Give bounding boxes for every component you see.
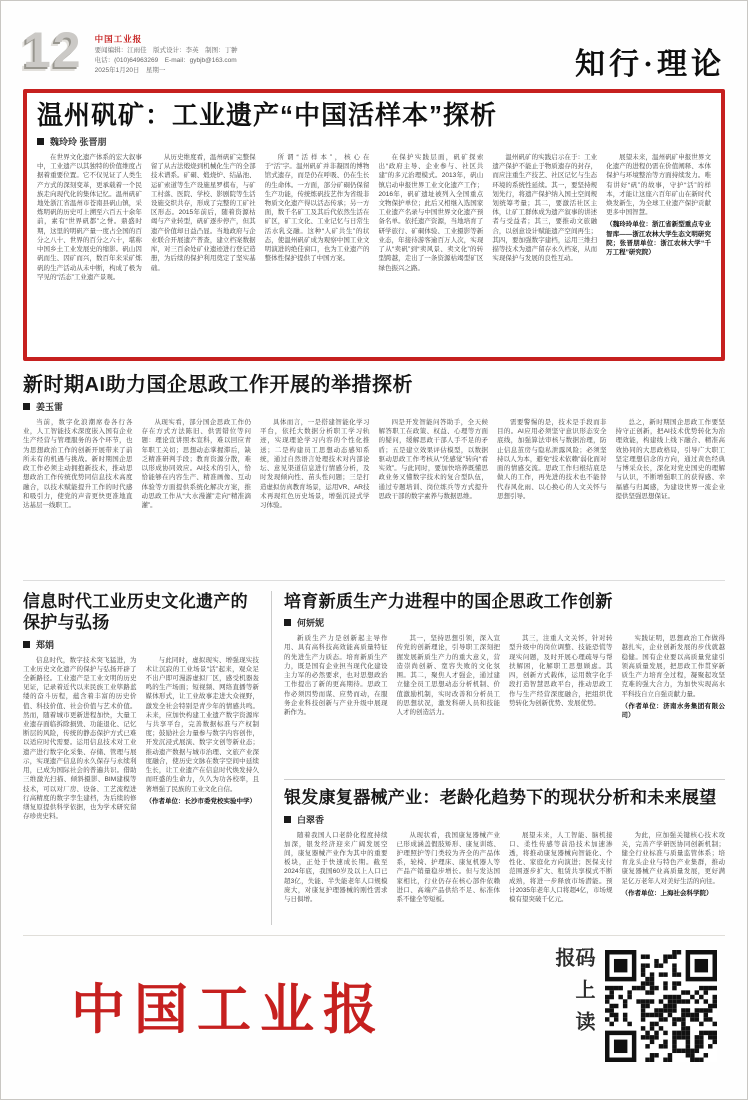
article-body: [284, 831, 725, 925]
article-body: [23, 418, 725, 568]
masthead-editors: 要闻编辑：江雨佳 版式设计：李英 制图：丁翀: [94, 47, 238, 55]
article-wenzhou-alum-mine: [23, 89, 725, 361]
text-column: 信息时代，数字技术突飞猛进，为工业历史文化遗产的保护与弘扬开辟了全新路径。工业遗产是工业文明的历史见证，记录着近代以来民族工业筚路蓝缕的奋斗历程，蕴含着丰富的历史价值、科技价值、社会价值与艺术价值。然而，随着城市更新进程加快，大量工业遗存面临拆除损毁、功能退化、记忆断层的风险，传统的静态保护方式已难以适应时代需要。运用信息技术对工业遗产进行数字化采集、存储、管理与展示，实现遗产信息的永久保存与永续利用，已成为国际社会的普遍共识。借助三维激光扫描、倾斜摄影、BIM建模等技术，可以对厂房、设备、工艺流程进行高精度的数字孪生建档，为后续的修缮复原提供科学依据，也为学术研究留存珍贵史料。: [23, 656, 137, 821]
article-body: [284, 634, 725, 770]
paper-name: 中国工业报: [94, 34, 143, 44]
byline: [23, 400, 725, 413]
article-title: 温州矾矿：工业遗产“中国活样本”探析: [37, 100, 498, 130]
author-affiliation: （作者单位：长沙市委党校实验中学）: [145, 797, 256, 805]
text-column: 从现实看，部分国企思政工作仍存在方式方法陈旧、供需错位等问题：理论宣讲照本宣科，难以回应青年职工关切；思想动态掌握滞后，缺乏精准研判手段；教育资源分散，难以形成协同效应。AI技术的引入，恰恰能够在内容生产、精准画像、互动体验等方面提供系统化解决方案，推动思政工作从“大水漫灌”走向“精准滴灌”。: [141, 419, 251, 509]
article-ai-sizheng: [23, 373, 725, 568]
text-column: 展望未来，人工智能、脑机接口、柔性传感等前沿技术加速渗透，将推动康复器械向智能化、个性化、家庭化方向演进；医保支付范围逐步扩大、租赁共享模式不断成熟，将进一步释放市场潜能。预计2035年老年人口将超4亿，市场规模有望突破千亿元。: [509, 831, 613, 904]
byline-authors: 魏玲玲 张晋朋: [50, 136, 107, 147]
article-industrial-heritage-info-age: [23, 591, 272, 925]
byline: [284, 813, 725, 826]
byline-authors: 姜玉雷: [36, 402, 64, 412]
article-body: [37, 153, 711, 351]
text-column: 具体而言，一是搭建智能化学习平台，依托大数据分析职工学习轨迹，实现理论学习内容的个性化推送；二是构建员工思想动态感知系统，通过自然语言处理技术对内部论坛、意见渠道信息进行情感分析，及时发现倾向性、苗头性问题；三是打造虚拟仿真教育场景，运用VR、AR技术再现红色历史场景，增强沉浸式学习体验。: [260, 419, 370, 509]
text-column: 当前，数字化浪潮席卷各行各业，人工智能技术深度嵌入国有企业生产经营与管理服务的各个环节，也为思想政治工作的创新开展带来了前所未有的机遇与挑战。新时期国企思政工作必须主动拥抱新技术，推动思想政治工作传统优势同信息技术高度融合，以技术赋能提升工作的时代感和吸引力，使党的声音更快更准地直达基层一线职工。: [23, 419, 133, 509]
page-footer: [23, 935, 725, 1076]
byline: [284, 616, 725, 629]
text-column: 从历史维度看，温州矾矿完整保留了从古法煅烧到机械化生产的全部技术谱系。矿硐、煅烧炉、结晶池、运矿索道等生产设施星罗棋布，与矿工村落、医院、学校、影剧院等生活设施交织共存，形成了完整的工矿社区形态。2015年前后，随着资源枯竭与产业转型，矾矿逐步停产，但其遗产价值却日益凸显。当地政府与企业联合开展遗产普查，建立档案数据库，对三百余处矿业遗迹进行登记造册，为后续的保护利用奠定了坚实基础。: [150, 153, 256, 272]
text-column: 总之，新时期国企思政工作要坚持守正创新，把AI技术优势转化为治理效能，构建线上线下融合、精准高效协同的大思政格局，引导广大职工坚定理想信念的方向，通过黄色经典与博采众长，深化对党史国史的理解与认识，不断增强职工的获得感、幸福感与归属感，为建设世界一流企业提供坚强思想保证。: [615, 419, 725, 500]
text-column: 温州矾矿的实践启示在于：工业遗产保护不能止于物质遗存的封存，而应注重生产技艺、社区记忆与生态环境的系统性延续。其一，要坚持规划先行，将遗产保护纳入国土空间规划统筹考量；其二，要激活社区主体，让矿工群体成为遗产叙事的讲述者与受益者；其三，要推动文旅融合，以创意设计赋能遗产空间再生；其四，要加强数字建档，运用三维扫描等技术为遗产留存永久档案，从而实现保护与发展的良性互动。: [492, 153, 598, 263]
text-column: 在保护实践层面，矾矿探索出“政府主导、企业参与、社区共建”的多元治理模式。2013年，矾山镇启动申报世界工业文化遗产工作；2016年，矾矿遗址被列入全国重点文物保护单位；此后又相继入选国家工业遗产名录与中国世界文化遗产预备名单。依托遗产资源，当地培育了研学旅行、矿硐体验、工业摄影等新业态，年接待游客逾百万人次，实现了从“卖矾”到“卖风景、卖文化”的转型跨越，走出了一条资源枯竭型矿区绿色振兴之路。: [378, 153, 484, 272]
byline: [37, 135, 711, 148]
text-column: 四是开发智能问答助手，全天候解答职工在政策、权益、心理等方面的疑问，缓解思政干部人手不足的矛盾；五是建立效果评估模型，以数据驱动思政工作考核从“凭感觉”转向“看实效”。与此同时，要加快培养既懂思政业务又懂数字技术的复合型队伍，通过专题培训、岗位练兵等方式提升思政干部的数字素养与数据思维。: [378, 419, 488, 500]
qr-code-icon: [605, 950, 717, 1062]
text-column: 在世界文化遗产体系的宏大叙事中，工业遗产以其独特的价值维度占据着重要位置。它不仅见证了人类生产方式的深刻变革，更承载着一个民族走向现代化的集体记忆。温州矾矿地处浙江省温州市苍南县矾山镇，采炼明矾的历史可上溯至六百五十余年前，素有“世界矾都”之誉。鼎盛时期，这里的明矾产量一度占全国的百分之八十、世界的百分之六十，堪称中国乡土工业发展史的缩影。矾山因矾而生、因矿而兴，数百年来采矿炼矾的生产活动从未中断，构成了极为罕见的“活态”工业遗产景观。: [37, 153, 142, 281]
article-title: 新时期AI助力国企思政工作开展的举措探析: [23, 374, 413, 396]
text-column: 其一，坚持思想引领，深入宣传党的创新理论，引导职工深刻把握发展新质生产力的重大意义，营造崇尚创新、宽容失败的文化氛围。其二，聚焦人才强企，通过建立健全员工思想动态分析机制、价值激励机制，实时改善和分析员工的思想状况，激发科研人员和技能人才的创造活力。: [396, 635, 500, 716]
right-article-stack: [272, 591, 725, 925]
page-header: [23, 1, 725, 85]
byline-authors: 何妍妮: [297, 618, 325, 629]
byline: [23, 638, 259, 651]
lower-section: [23, 580, 725, 925]
text-column: 实践证明，思想政治工作做得越扎实，企业创新发展的步伐就越稳健。国有企业要以高质量党建引领高质量发展，把思政工作贯穿新质生产力培育全过程，凝聚起攻坚克难的强大合力，为加快实现高水平科技自立自强贡献力量。 （作者单位：济南水务集团有限公司）: [621, 635, 725, 719]
byline-authors: 郑娟: [36, 639, 55, 650]
text-column: 为此，应加强关键核心技术攻关，完善产学研医协同创新机制；健全行业标准与质量监管体系；培育龙头企业与特色产业集群，推动康复器械产业高质量发展，更好满足亿万老年人对美好生活的向往。 （作者单位：上海社会科学院）: [621, 831, 725, 897]
article-title: 银发康复器械产业：老龄化趋势下的现状分析和未来展望: [284, 788, 717, 808]
masthead-contact: 电话：(010)64963269 E-mail：gybjb@163.com: [94, 57, 237, 65]
text-column: 其三，注重人文关怀，针对转型升级中的岗位调整、技能恐慌等现实问题，及时开展心理疏导与帮扶解困，化解职工思想顾虑。其四，创新方式载体，运用数字化手段打造智慧思政平台，推动思政工作与生产经营深度融合，把组织优势转化为创新优势、发展优势。: [509, 635, 613, 707]
article-rehab-devices-industry: [284, 779, 725, 924]
text-column: 从现状看，我国康复器械产业已形成涵盖假肢矫形、康复训练、护理照护等门类较为齐全的产品体系，轮椅、护理床、康复机器人等产品产销量稳步增长。但与发达国家相比，行业仍存在核心部件依赖进口、高端产品供给不足、标准体系不健全等短板。: [396, 831, 500, 904]
masthead-date: 2025年1月20日 星期一: [94, 67, 166, 75]
text-column: 需要警惕的是，技术是手段而非目的。AI应用必须坚守意识形态安全底线，加强算法审核与数据治理，防止信息茧房与隐私泄露风险；必须坚持以人为本，避免“技术依赖”弱化面对面的情感交流。思政工作归根结底是做人的工作，再先进的技术也不能替代春风化雨、以心换心的人文关怀与思想引导。: [497, 419, 607, 500]
article-title: 信息时代工业历史文化遗产的保护与弘扬: [23, 592, 248, 633]
article-body: [23, 656, 259, 924]
author-affiliation: （作者单位：上海社会科学院）: [621, 889, 713, 897]
qr-caption: 码上读报: [552, 946, 594, 1043]
byline-authors: 白翠香: [297, 814, 325, 825]
text-column: 随着我国人口老龄化程度持续加深，银发经济迎来广阔发展空间，康复器械产业作为其中的重要板块，正处于快速成长期。截至2024年底，我国60岁及以上人口已超3亿，失能、半失能老年人口规模庞大，对康复护理器械的刚性需求与日俱增。: [284, 831, 388, 904]
author-affiliation: （作者单位：济南水务集团有限公司）: [621, 702, 725, 719]
article-new-productive-forces: [284, 591, 725, 770]
page-number: 12: [23, 22, 83, 78]
qr-area: [553, 947, 717, 1065]
text-column: 与此同时，虚拟现实、增强现实技术让沉寂的工业场景“活”起来，观众足不出户即可漫游虚拟厂区，感受机器轰鸣的生产场面；短视频、网络直播等新媒体形式，让工业故事走进大众视野，激发全社会特别是青少年的情感共鸣。未来，应加快构建工业遗产数字资源库与共享平台，完善数据标准与产权制度；鼓励社会力量参与数字内容创作，开发沉浸式展演、数字文创等新业态；推动遗产数据与城市治理、文旅产业深度融合，使历史文脉在数字空间中延续生长，让工业遗产在信息时代焕发持久而旺盛的生命力，久久为功各校率，且著增强了民族的工业文化自信。 （作者单位：长沙市委党校实验中学）: [145, 656, 259, 805]
section-title: 知行·理论: [574, 48, 725, 81]
masthead: [95, 27, 238, 76]
author-affiliation: （魏玲玲单位：浙江省新型重点专业智库——浙江农林大学生态文明研究院；张晋朋单位：浙江农林大学“千万工程”研究院）: [606, 221, 711, 257]
newspaper-logo: 中国工业报: [71, 980, 386, 1040]
text-column: 展望未来，温州矾矿申报世界文化遗产的进程仍需在价值阐释、本体保护与环境整治等方面持续发力。唯有讲好“矾”的故事，守护“活”的样本，才能让这座六百年矿山在新时代焕发新生，为全球工业遗产保护贡献更多中国智慧。 （魏玲玲单位：浙江省新型重点专业智库——浙江农林大学生态文明研究院；张晋朋单位：浙江农林大学“千万工程”研究院）: [606, 153, 711, 257]
text-column: 新质生产力是创新起主导作用、具有高科技高效能高质量特征的先进生产力质态。培育新质生产力，既是国有企业担当现代化建设主力军的必然要求，也对思想政治工作提出了新的更高期待。思政工作必须因势而谋、应势而动，在服务企业科技创新与产业升级中展现新作为。: [284, 635, 388, 716]
text-column: 所谓“活样本”，核心在于“活”字。温州矾矿并非凝固的博物馆式遗存，而是仍在呼吸、仍在生长的生命体。一方面，部分矿硐仍保留生产功能，传统炼矾技艺作为省级非物质文化遗产得以活态传承；另一方面，数千名矿工及其后代依然生活在矿区，矿工文化、工业记忆与日常生活水乳交融。这种“人矿共生”的状态，使温州矾矿成为观察中国工业文明演进的绝佳窗口，也为工业遗产的整体性保护提供了中国方案。: [264, 153, 370, 263]
article-title: 培育新质生产力进程中的国企思政工作创新: [284, 592, 613, 611]
